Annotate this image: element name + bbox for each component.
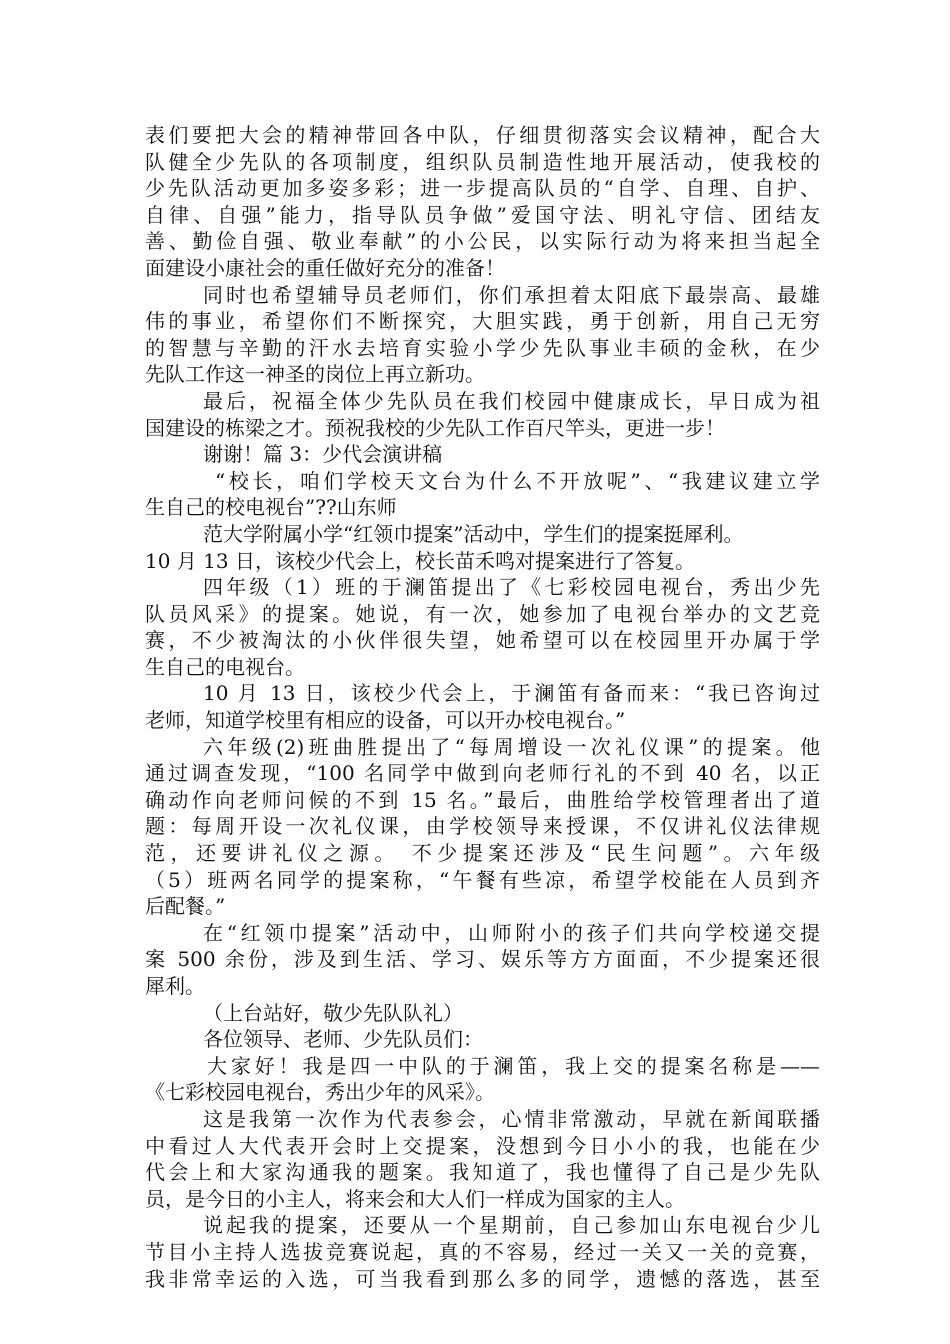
- text-line: 《七彩校园电视台，秀出少年的风采》。: [145, 1080, 495, 1105]
- text-line: 中看过人大代表开会时上交提案，没想到今日小小的我，也能在少: [145, 1133, 820, 1158]
- document-body: [145, 122, 820, 1292]
- text-line: 说起我的提案，还要从一个星期前，自己参加山东电视台少儿: [203, 1213, 820, 1238]
- text-line: 代会上和大家沟通我的题案。我知道了，我也懂得了自己是少先队: [145, 1160, 820, 1185]
- text-line: 先队工作这一神圣的岗位上再立新功。: [145, 362, 485, 387]
- text-line: 题：每周开设一次礼仪课，由学校领导来授课，不仅讲礼仪法律规: [145, 814, 820, 839]
- text-line: 范，还要讲礼仪之源。 不少提案还涉及“民生问题”。六年级: [145, 841, 820, 866]
- text-line: 面建设小康社会的重任做好充分的准备！: [145, 255, 505, 280]
- text-line: 在“红领巾提案”活动中，山师附小的孩子们共向学校递交提: [203, 920, 820, 945]
- text-line: 大家好！我是四一中队的于澜笛，我上交的提案名称是——: [207, 1053, 820, 1078]
- text-line: 最后，祝福全体少先队员在我们校园中健康成长，早日成为祖: [203, 388, 820, 413]
- text-line: 队员风采》的提案。她说，有一次，她参加了电视台举办的文艺竞: [145, 601, 820, 626]
- text-line: 10 月 13 日，该校少代会上，于澜笛有备而来：“我已咨询过: [203, 681, 820, 706]
- text-line: 队健全少先队的各项制度，组织队员制造性地开展活动，使我校的: [145, 149, 820, 174]
- text-line: 通过调查发现，“100 名同学中做到向老师行礼的不到 40 名，以正: [145, 761, 820, 786]
- text-line: 节目小主持人选拔竞赛说起，真的不容易，经过一关又一关的竞赛，: [145, 1239, 820, 1264]
- text-line: 同时也希望辅导员老师们，你们承担着太阳底下最崇高、最雄: [203, 282, 820, 307]
- text-line: 范大学附属小学“红领巾提案”活动中，学生们的提案挺犀利。: [203, 521, 744, 546]
- text-line: 六年级(2)班曲胜提出了“每周增设一次礼仪课”的提案。他: [203, 734, 820, 759]
- text-line: （上台站好，敬少先队队礼）: [203, 1000, 463, 1025]
- text-line: “校长，咱们学校天文台为什么不开放呢”、“我建议建立学: [215, 468, 820, 493]
- text-line: 善、勤俭自强、敬业奉献”的小公民，以实际行动为将来担当起全: [145, 229, 820, 254]
- text-line: 后配餐。”: [145, 894, 226, 919]
- text-line: 员，是今日的小主人，将来会和大人们一样成为国家的主人。: [145, 1186, 685, 1211]
- text-line: 的智慧与辛勤的汗水去培育实验小学少先队事业丰硕的金秋，在少: [145, 335, 820, 360]
- text-line: 伟的事业，希望你们不断探究，大胆实践，勇于创新，用自己无穷: [145, 309, 820, 334]
- text-line: 生自己的电视台。: [145, 654, 305, 679]
- text-line: 自律、自强”能力，指导队员争做”爱国守法、明礼守信、团结友: [145, 202, 820, 227]
- text-line: 案 500 余份，涉及到生活、学习、娱乐等方方面面，不少提案还很: [145, 947, 820, 972]
- text-line: 各位领导、老师、少先队员们：: [203, 1027, 483, 1052]
- text-line: （5）班两名同学的提案称，“午餐有些凉，希望学校能在人员到齐: [145, 867, 820, 892]
- text-line: 表们要把大会的精神带回各中队，仔细贯彻落实会议精神，配合大: [145, 123, 820, 147]
- text-line: 国建设的栋梁之才。预祝我校的少先队工作百尺竿头，更进一步！: [145, 415, 725, 440]
- text-line: 生自己的校电视台”??山东师: [145, 495, 397, 520]
- text-line: 确动作向老师问候的不到 15 名。”最后，曲胜给学校管理者出了道: [145, 787, 820, 812]
- text-line: 四年级（1）班的于澜笛提出了《七彩校园电视台，秀出少先: [203, 575, 820, 600]
- text-line: 老师，知道学校里有相应的设备，可以开办校电视台。”: [145, 708, 626, 733]
- text-line: 我非常幸运的入选，可当我看到那么多的同学，遗憾的落选，甚至: [145, 1266, 820, 1291]
- text-line: 这是我第一次作为代表参会，心情非常激动，早就在新闻联播: [203, 1106, 820, 1131]
- text-line: 谢谢！篇 3：少代会演讲稿: [203, 442, 443, 467]
- text-line: 赛，不少被淘汰的小伙伴很失望，她希望可以在校园里开办属于学: [145, 628, 820, 653]
- text-line: 少先队活动更加多姿多彩；进一步提高队员的“自学、自理、自护、: [145, 176, 820, 201]
- text-line: 10 月 13 日，该校少代会上，校长苗禾鸣对提案进行了答复。: [145, 548, 695, 573]
- text-line: 犀利。: [145, 974, 205, 998]
